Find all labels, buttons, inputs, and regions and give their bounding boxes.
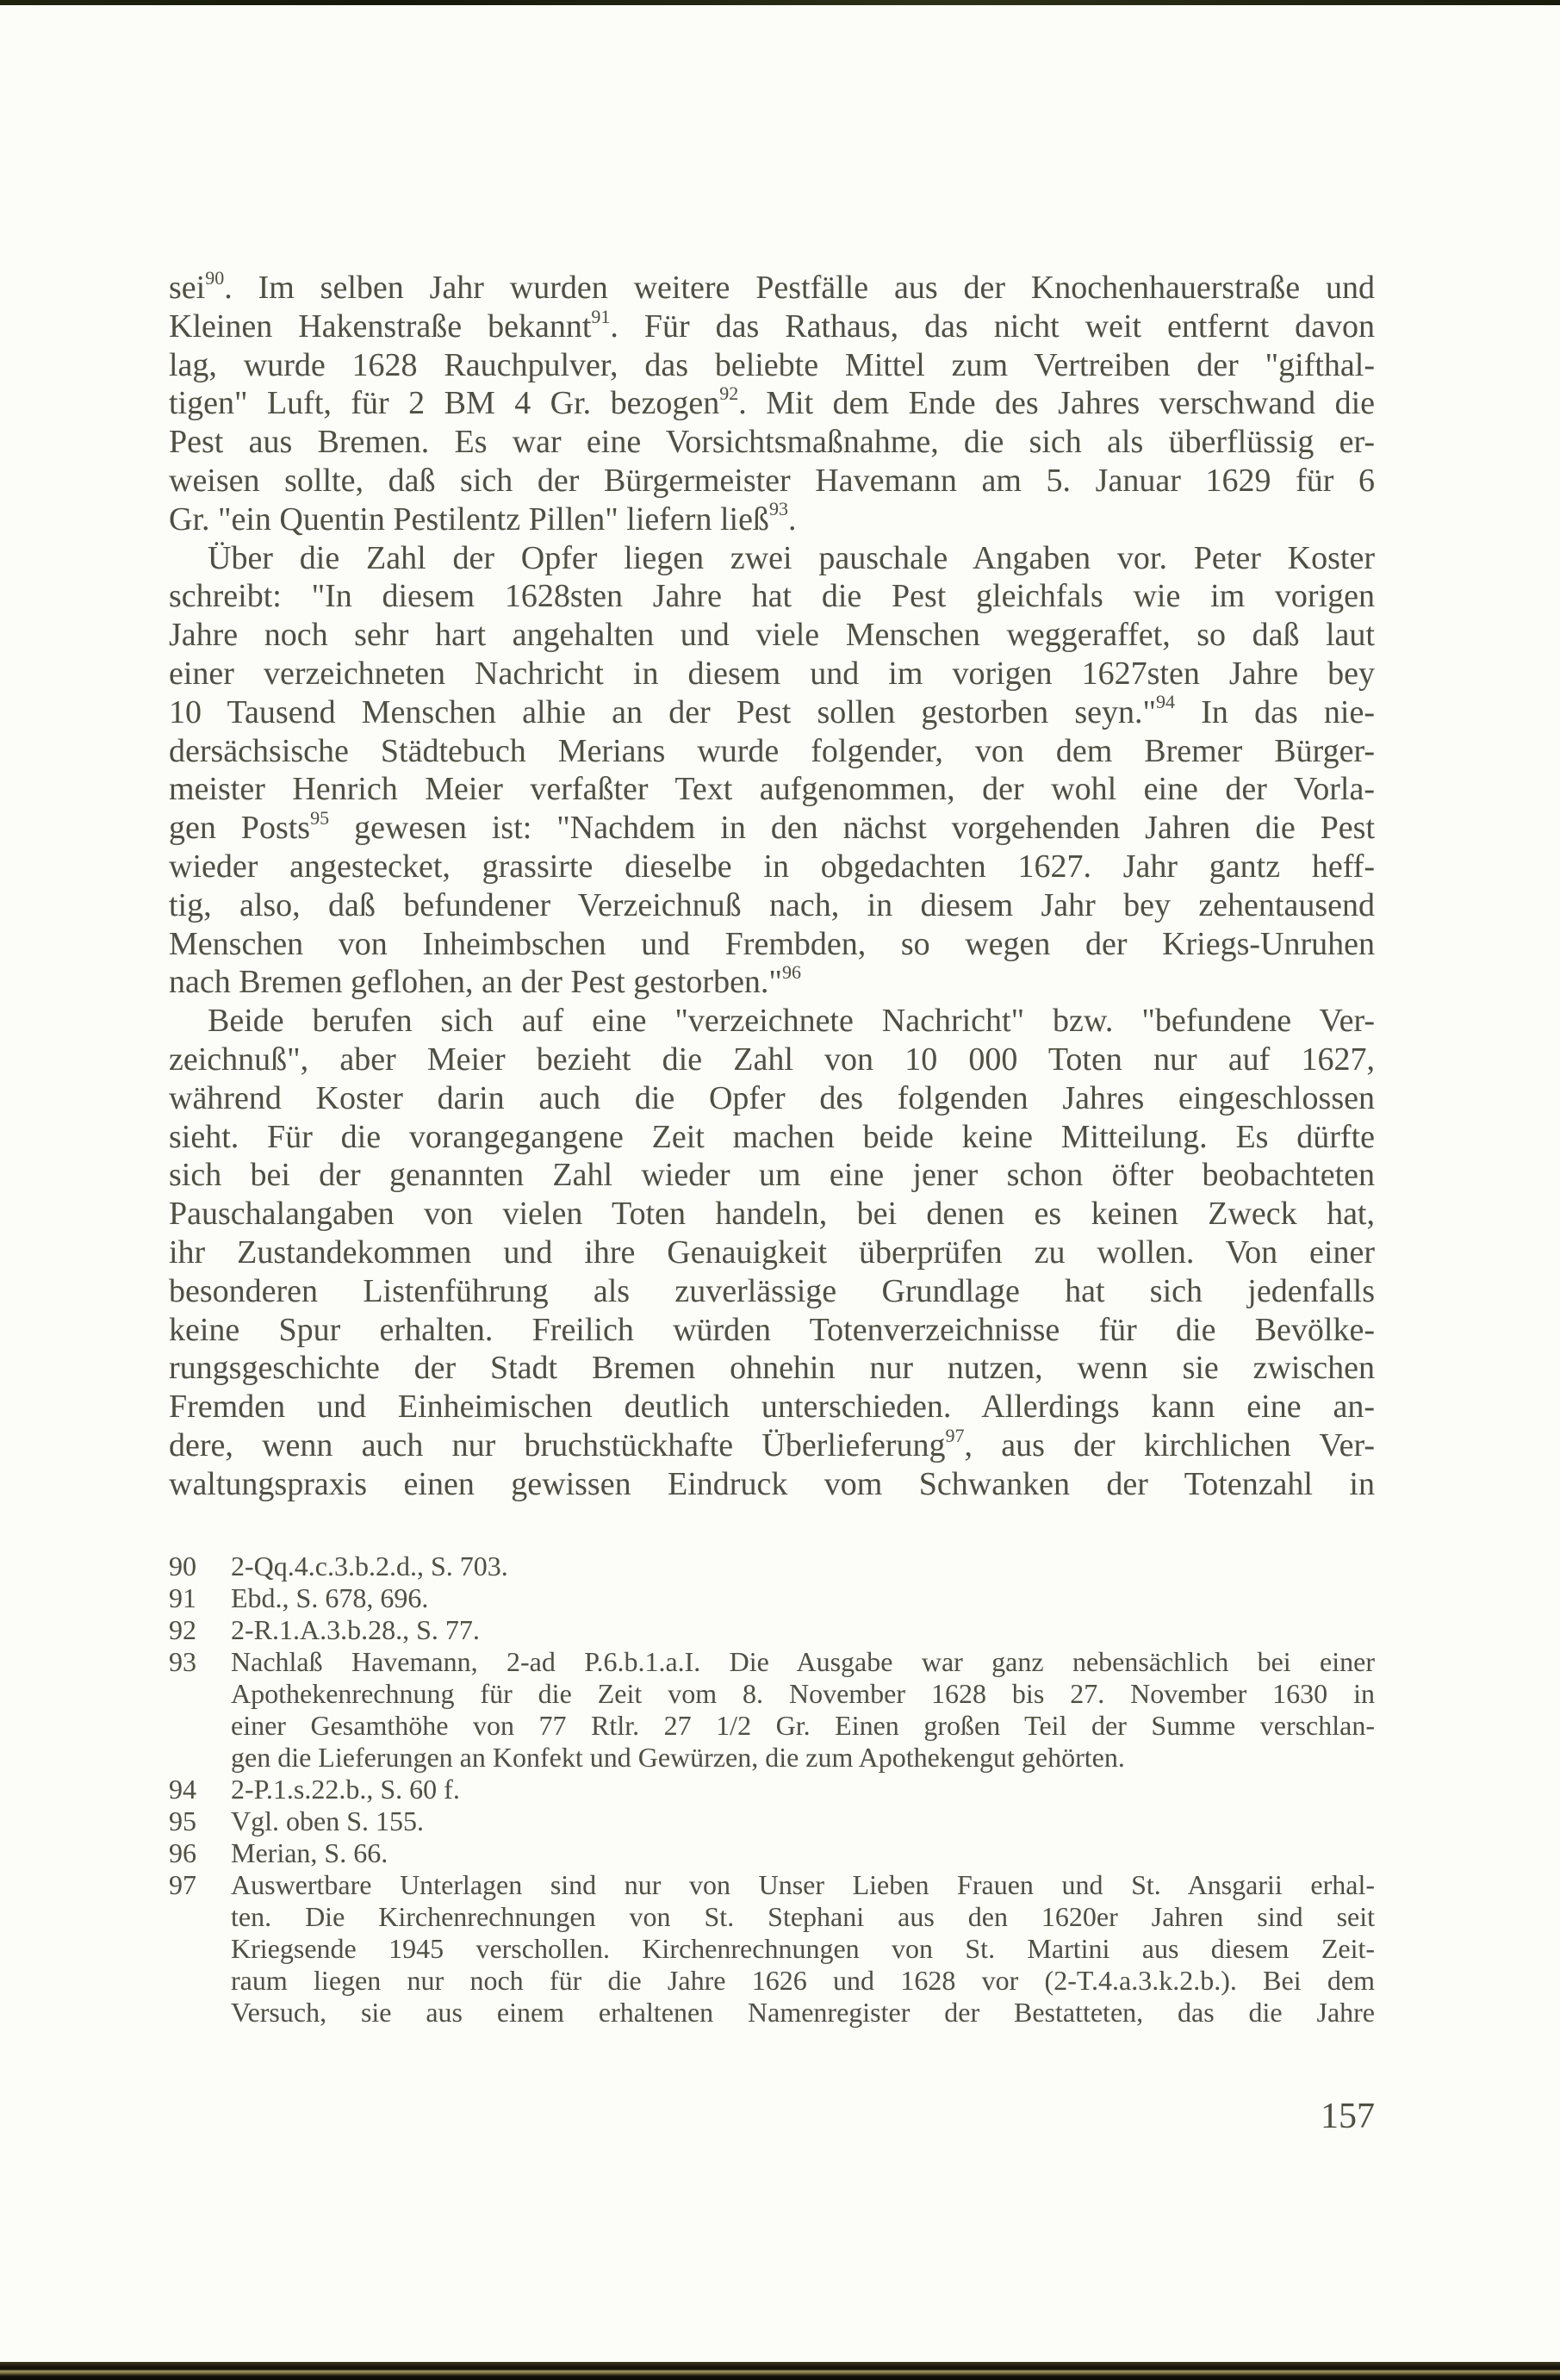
- text-line: lag, wurde 1628 Rauchpulver, das beliebte Mittel zum Vertreiben der "gifthal-: [169, 346, 1375, 383]
- text-line: einer verzeichneten Nachricht in diesem und im vorigen 1627sten Jahre bey: [169, 655, 1375, 692]
- text-line: rungsgeschichte der Stadt Bremen ohnehin nur nutzen, wenn sie zwischen: [169, 1350, 1375, 1387]
- text-line: tigen" Luft, für 2 BM 4 Gr. bezogen$^{92}$. Mit dem Ende des Jahres verschwand die: [169, 382, 1375, 422]
- footnote-text: [231, 1869, 1375, 2029]
- text-line: besonderen Listenführung als zuverlässige Grundlage hat sich jedenfalls: [169, 1272, 1375, 1309]
- text-line: Über die Zahl der Opfer liegen zwei pauschale Angaben vor. Peter Koster: [208, 539, 1375, 576]
- text-line: sei$^{90}$. Im selben Jahr wurden weitere Pestfälle aus der Knochenhauerstraße und: [169, 266, 1375, 306]
- text-line: ihr Zustandekommen und ihre Genauigkeit überprüfen zu wollen. Von einer: [169, 1233, 1375, 1271]
- footnote-number: 94: [169, 1774, 196, 1805]
- text-line: ten. Die Kirchenrechnungen von St. Stephani aus den 1620er Jahren sind seit: [231, 1901, 1375, 1932]
- footnote: [169, 1805, 1375, 1837]
- text-line: Versuch, sie aus einem erhaltenen Namenregister der Bestatteten, das die Jahre: [231, 1997, 1375, 2028]
- text-line: zeichnuß", aber Meier bezieht die Zahl von 10 000 Toten nur auf 1627,: [169, 1041, 1375, 1078]
- text-line: Nachlaß Havemann, 2-ad P.6.b.1.a.I. Die Ausgabe war ganz nebensächlich bei einer: [231, 1646, 1375, 1677]
- text-line: Jahre noch sehr hart angehalten und viele Menschen weggeraffet, so daß laut: [169, 617, 1375, 654]
- footnote-marker: 94: [1156, 691, 1176, 713]
- footnote-marker: 90: [205, 266, 225, 289]
- footnote-text: [231, 1582, 1375, 1614]
- text-line: Gr. "ein Quentin Pestilentz Pillen" liefern ließ$^{93}$.: [169, 498, 797, 538]
- footnote: [169, 1837, 1375, 1869]
- text-line: nach Bremen geflohen, an der Pest gestorben."$^{96}$: [169, 961, 801, 1001]
- footnote: [169, 1869, 1375, 2029]
- footnote-marker: 95: [310, 806, 330, 829]
- text-line: Fremden und Einheimischen deutlich unterschieden. Allerdings kann eine an-: [169, 1389, 1375, 1426]
- footnote-number: 92: [169, 1614, 196, 1645]
- footnote-number: 91: [169, 1582, 196, 1613]
- text-line: Pest aus Bremen. Es war eine Vorsichtsmaßnahme, die sich als überflüssig er-: [169, 424, 1375, 461]
- footnote-text: [231, 1614, 1375, 1646]
- footnote-text: [231, 1646, 1375, 1774]
- footnote-marker: 92: [719, 382, 739, 405]
- footnote-number: 95: [169, 1805, 196, 1836]
- footnotes: [169, 1550, 1375, 2029]
- footnote: [169, 1614, 1375, 1646]
- text-line: wieder angestecket, grassirte dieselbe in obgedachten 1627. Jahr gantz heff-: [169, 848, 1375, 885]
- footnote-text: [231, 1837, 1375, 1869]
- text-line: sich bei der genannten Zahl wieder um eine jener schon öfter beobachteten: [169, 1157, 1375, 1194]
- footnote: [169, 1646, 1375, 1774]
- text-line: 10 Tausend Menschen alhie an der Pest sollen gestorben seyn."$^{94}$ In das nie-: [169, 691, 1375, 730]
- footnote-number: 90: [169, 1550, 196, 1581]
- text-line: schreibt: "In diesem 1628sten Jahre hat die Pest gleichfals wie im vorigen: [169, 578, 1375, 615]
- footnote-text: [231, 1550, 1375, 1582]
- text-line: Menschen von Inheimbschen und Frembden, so wegen der Kriegs-Unruhen: [169, 925, 1375, 962]
- text-line: Apothekenrechnung für die Zeit vom 8. November 1628 bis 27. November 1630 in: [231, 1678, 1375, 1709]
- body-text: [169, 266, 1375, 1504]
- text-line: Vgl. oben S. 155.: [231, 1805, 424, 1836]
- text-line: während Koster darin auch die Opfer des folgenden Jahres eingeschlossen: [169, 1079, 1375, 1116]
- text-line: gen die Lieferungen an Konfekt und Gewürzen, die zum Apothekengut gehörten.: [231, 1742, 1125, 1773]
- footnote-marker: 91: [591, 305, 611, 327]
- page-number: 157: [1321, 2097, 1375, 2136]
- footnote-marker: 96: [781, 961, 801, 984]
- text-line: dersächsische Städtebuch Merians wurde folgender, von dem Bremer Bürger-: [169, 732, 1375, 769]
- text-line: waltungspraxis einen gewissen Eindruck vom Schwanken der Totenzahl in: [169, 1465, 1375, 1502]
- footnote-number: 96: [169, 1837, 196, 1868]
- text-line: Merian, S. 66.: [231, 1837, 388, 1868]
- text-line: weisen sollte, daß sich der Bürgermeister Havemann am 5. Januar 1629 für 6: [169, 462, 1375, 499]
- text-line: Kleinen Hakenstraße bekannt$^{91}$. Für das Rathaus, das nicht weit entfernt davon: [169, 305, 1375, 345]
- footnote-number: 93: [169, 1646, 196, 1677]
- footnote: [169, 1550, 1375, 1582]
- text-line: keine Spur erhalten. Freilich würden Totenverzeichnisse für die Bevölke-: [169, 1311, 1375, 1348]
- text-line: dere, wenn auch nur bruchstückhafte Überlieferung$^{97}$, aus der kirchlichen Ver-: [169, 1424, 1375, 1463]
- scan-edge-top: [0, 0, 1560, 5]
- text-line: Kriegsende 1945 verschollen. Kirchenrechnungen von St. Martini aus diesem Zeit-: [231, 1933, 1375, 1964]
- text-line: tig, also, daß befundener Verzeichnuß nach, in diesem Jahr bey zehentausend: [169, 886, 1375, 923]
- text-line: raum liegen nur noch für die Jahre 1626 und 1628 vor (2-T.4.a.3.k.2.b.). Bei dem: [231, 1965, 1375, 1996]
- text-line: Ebd., S. 678, 696.: [231, 1582, 429, 1613]
- text-line: 2-R.1.A.3.b.28., S. 77.: [231, 1614, 480, 1645]
- text-line: Beide berufen sich auf eine "verzeichnete Nachricht" bzw. "befundene Ver-: [208, 1003, 1375, 1040]
- footnote-text: [231, 1774, 1375, 1805]
- footnote-text: [231, 1805, 1375, 1837]
- text-line: Pauschalangaben von vielen Toten handeln, bei denen es keinen Zweck hat,: [169, 1196, 1375, 1233]
- footnote-marker: 97: [945, 1424, 965, 1446]
- text-line: Auswertbare Unterlagen sind nur von Unser Lieben Frauen und St. Ansgarii erhal-: [231, 1869, 1375, 1900]
- footnote-number: 97: [169, 1869, 196, 1900]
- footnote: [169, 1774, 1375, 1805]
- text-line: 2-Qq.4.c.3.b.2.d., S. 703.: [231, 1550, 508, 1581]
- footnote: [169, 1582, 1375, 1614]
- text-line: meister Henrich Meier verfaßter Text aufgenommen, der wohl eine der Vorla-: [169, 771, 1375, 808]
- text-line: einer Gesamthöhe von 77 Rtlr. 27 1/2 Gr. Einen großen Teil der Summe verschlan-: [231, 1710, 1375, 1741]
- text-line: sieht. Für die vorangegangene Zeit machen beide keine Mitteilung. Es dürfte: [169, 1118, 1375, 1155]
- text-line: gen Posts$^{95}$ gewesen ist: "Nachdem in den nächst vorgehenden Jahren die Pest: [169, 806, 1375, 847]
- footnote-marker: 93: [768, 498, 788, 520]
- scan-edge-bottom: [0, 2362, 1560, 2380]
- text-line: 2-P.1.s.22.b., S. 60 f.: [231, 1774, 460, 1805]
